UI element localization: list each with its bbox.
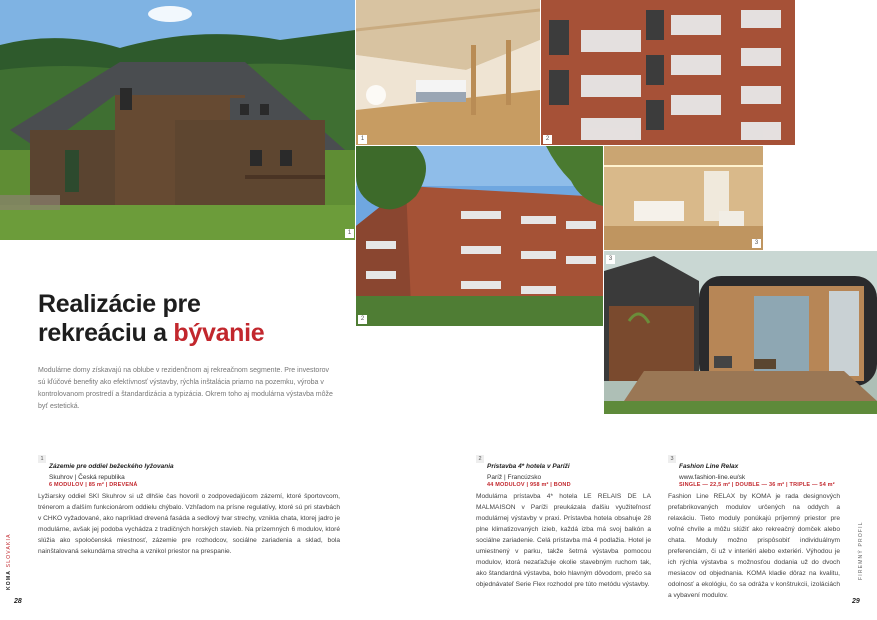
photo-number: 2 [543, 135, 552, 144]
photo-attic-interior [356, 0, 540, 145]
project-number: 1 [38, 455, 46, 463]
project-title: Zázemie pre oddiel bežeckého lyžovania [49, 463, 174, 470]
project-location: Paríž | Francúzsko [487, 474, 542, 481]
project-spec: 44 MODULOV | 958 m² | BOND [487, 482, 571, 488]
photo-number: 3 [606, 255, 615, 264]
project-location: Skuhrov | Česká republika [49, 474, 125, 481]
project-1-header [38, 455, 338, 488]
photo-hotel-exterior [356, 146, 603, 326]
footer-brand-label [6, 533, 12, 590]
footer-section-label: FIREMNÝ PROFIL [858, 521, 864, 580]
project-1-text: Lyžiarsky oddiel SKI Skuhrov si už dlhšie čas hovoril o zodpovedajúcom zázemí, ktoré športovcom, trénerom a ďalším funkcionárom oddielu chýbalo. Vzhľadom na prísne regulatívy, ktoré sú pri stavbách v CHKO vyžadované, ako napríklad drevená fasáda a sedlový tvar strechy, vznikla chata, ktorej jadro je modulárne, avšak jej podoba vychádza z tradičných horských stavieb. Na prízemných 6 modulov, ktoré slúžia ako spoločenská miestnosť, zázemie pre rozhodcov, sociálne zariadenia a sklad, bola nainštalovaná sekundárna strecha a vznikol priestor na prespanie. [38, 493, 340, 555]
project-website: www.fashion-line.eu/sk [679, 474, 746, 481]
photo-number: 1 [358, 135, 367, 144]
title-line-2-start: rekreáciu a [38, 319, 174, 347]
project-title: Fashion Line Relax [679, 463, 739, 470]
project-number: 3 [668, 455, 676, 463]
photo-number: 1 [345, 229, 354, 238]
photo-hotel-balconies [541, 0, 795, 145]
project-3-text: Fashion Line RELAX by KOMA je rada designových prefabrikovaných modulov určených na oddych a relaxáciu. Tieto moduly ponúkajú príjemný priestor pre voľné chvíle a môžu slúžiť ako rekreačný domček alebo chata. Moduly možno prispôsobiť individuálnym preferenciám, či už v interiéri alebo exteriéri. Výhodou je ich rýchla výstavba s možnosťou dodania už do dvoch mesiacov od objednania. KOMA kladie dôraz na kvalitu, odolnosť a ekológiu, čo sa odráža v konštrukcii, izoláciách a vybavení modulov. [668, 493, 840, 599]
brand-name: KOMA [6, 569, 12, 590]
project-3-header [668, 455, 848, 488]
photo-relax-interior [604, 146, 763, 250]
intro-paragraph: Modulárne domy získavajú na oblube v rezidenčnom aj rekreačnom segmente. Pre investorov sú kľúčové benefity ako efektívnosť výstavby, rýchla inštalácia priamo na pozemku, výroba v kontrolovanom prostredí a štandardizácia a typizácia. Okrem toho aj modulárna výstavba môže byť estetická. [38, 367, 333, 410]
title-accent-word: bývanie [173, 319, 265, 347]
project-number: 2 [476, 455, 484, 463]
title-line-1: Realizácie pre [38, 290, 201, 318]
project-spec: 6 MODULOV | 85 m² | DREVENÁ [49, 482, 138, 488]
photo-number: 3 [752, 239, 761, 248]
page-number-right: 29 [852, 598, 860, 605]
project-2-text: Modulárna prístavba 4* hotela LE RELAIS DE LA MALMAISON v Paríži preukázala ďalšiu využiteľnosť modulárnej výstavby v praxi. Prístavba hotela obsahuje 28 plne klimatizovaných izieb, každá izba má svoj balkón a sociálne zariadenie. Celá prístavba má 4 podlažia. Hotel je umiestnený v parku, takže šetrná výstavba pomocou modulov, ktorá nezaťažuje okolie stavebným ruchom tak, ako štandardná výstavba, bolo hlavným dôvodom, prečo sa objednávateľ Serie Flex rozhodol pre túto metódu výstavby. [476, 493, 651, 588]
project-spec: SINGLE — 22,5 m² | DOUBLE — 36 m² | TRIPLE — 54 m² [679, 482, 835, 488]
page-title [38, 290, 264, 348]
title-line-2 [38, 319, 264, 348]
page-number-left: 28 [14, 598, 22, 605]
region-label: SLOVAKIA [6, 533, 12, 568]
project-title: Prístavba 4* hotela v Paríži [487, 463, 570, 470]
photo-relax-module [604, 251, 877, 414]
photo-number: 2 [358, 315, 367, 324]
project-2-header [476, 455, 646, 488]
photo-ski-chalet [0, 0, 355, 240]
